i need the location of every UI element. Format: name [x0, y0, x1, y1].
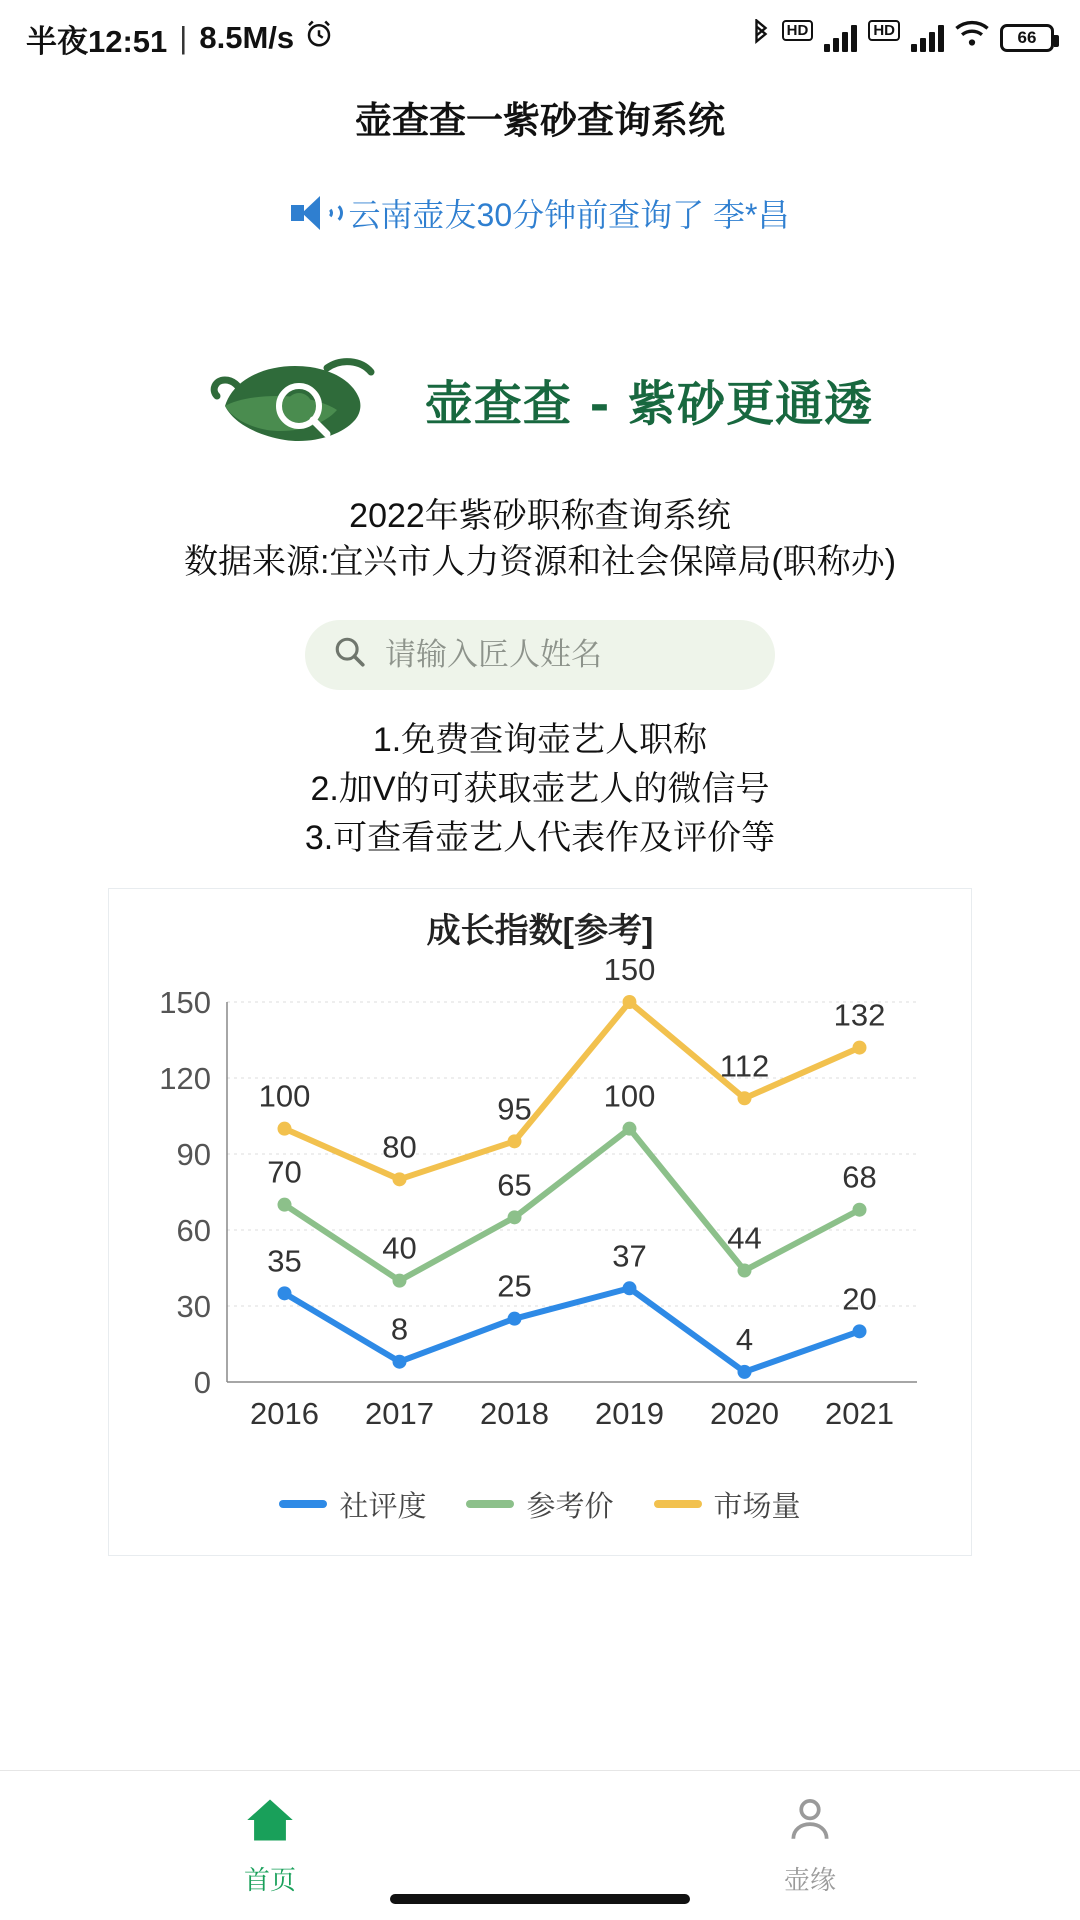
svg-text:60: 60 — [176, 1212, 211, 1248]
logo-text: 壶查查 - 紫砂更通透 — [424, 375, 874, 432]
search-icon — [333, 635, 367, 674]
svg-text:100: 100 — [258, 1078, 311, 1114]
svg-text:2019: 2019 — [595, 1395, 664, 1431]
status-time: 半夜12:51 — [26, 23, 168, 59]
svg-text:150: 150 — [159, 984, 211, 1020]
svg-text:44: 44 — [727, 1220, 762, 1256]
svg-text:70: 70 — [267, 1154, 302, 1190]
status-network-speed: 8.5M/s — [199, 20, 295, 55]
chart-svg — [109, 958, 973, 1478]
battery-indicator — [1000, 24, 1054, 52]
hd-badge-2: HD — [868, 20, 900, 41]
chart-legend-item[interactable] — [654, 1484, 801, 1525]
status-bar — [0, 0, 1080, 76]
svg-text:0: 0 — [193, 1364, 211, 1400]
search-box[interactable] — [305, 620, 775, 690]
legend-label: 参考价 — [526, 1490, 614, 1523]
teapot-logo-icon — [207, 344, 407, 454]
brand-logo — [0, 344, 1080, 454]
nav-item-friends-label: 壶缘 — [783, 1864, 836, 1895]
chart-legend-item[interactable] — [466, 1484, 613, 1525]
svg-text:68: 68 — [842, 1159, 877, 1195]
feature-item-1: 1.免费查询壶艺人职称 — [372, 720, 708, 759]
speaker-icon — [291, 196, 333, 230]
chart-plot-area — [109, 958, 971, 1478]
svg-text:8: 8 — [390, 1311, 409, 1347]
svg-text:20: 20 — [842, 1281, 877, 1317]
hd-badge-1: HD — [782, 20, 814, 41]
person-icon — [784, 1795, 836, 1852]
subtitle-line-2: 数据来源:宜兴市人力资源和社会保障局(职称办) — [183, 542, 897, 581]
signal-icon-1 — [824, 24, 857, 52]
svg-text:4: 4 — [735, 1321, 754, 1357]
chart-legend — [109, 1478, 971, 1555]
status-bar-left — [26, 16, 334, 61]
search-input[interactable] — [385, 637, 747, 673]
svg-text:80: 80 — [382, 1129, 417, 1165]
notice-banner[interactable] — [0, 190, 1080, 236]
svg-text:95: 95 — [497, 1091, 532, 1127]
svg-text:150: 150 — [603, 957, 656, 987]
feature-list — [0, 716, 1080, 864]
legend-label: 社评度 — [339, 1490, 427, 1523]
growth-index-chart — [108, 888, 972, 1556]
svg-text:35: 35 — [267, 1243, 302, 1279]
svg-text:65: 65 — [497, 1167, 532, 1203]
svg-text:25: 25 — [497, 1268, 532, 1304]
wifi-icon — [955, 20, 989, 56]
legend-label: 市场量 — [713, 1490, 801, 1523]
notice-text: 云南壶友30分钟前查询了 李*昌 — [348, 197, 790, 233]
svg-text:2021: 2021 — [825, 1395, 894, 1431]
bluetooth-icon — [751, 19, 771, 57]
svg-text:100: 100 — [603, 1078, 656, 1114]
svg-text:30: 30 — [176, 1288, 211, 1324]
chart-title: 成长指数[参考] — [426, 911, 654, 950]
status-bar-right — [751, 19, 1054, 57]
svg-text:132: 132 — [833, 997, 886, 1033]
legend-swatch — [466, 1500, 514, 1508]
nav-item-home-label: 首页 — [243, 1864, 296, 1895]
svg-text:120: 120 — [159, 1060, 211, 1096]
alarm-clock-icon — [304, 19, 334, 57]
battery-level: 66 — [1017, 28, 1037, 47]
search-area — [0, 620, 1080, 690]
svg-text:40: 40 — [382, 1230, 417, 1266]
svg-text:2020: 2020 — [710, 1395, 779, 1431]
legend-swatch — [279, 1500, 327, 1508]
svg-text:2017: 2017 — [365, 1395, 434, 1431]
home-indicator — [390, 1894, 690, 1904]
legend-swatch — [654, 1500, 702, 1508]
svg-text:90: 90 — [176, 1136, 211, 1172]
home-icon — [242, 1795, 298, 1852]
svg-text:2016: 2016 — [250, 1395, 319, 1431]
subtitle-block — [0, 494, 1080, 586]
status-separator: | — [179, 20, 188, 55]
feature-item-2: 2.加V的可获取壶艺人的微信号 — [310, 770, 770, 809]
feature-item-3: 3.可查看壶艺人代表作及评价等 — [304, 819, 776, 858]
subtitle-line-1: 2022年紫砂职称查询系统 — [349, 497, 731, 535]
svg-text:37: 37 — [612, 1237, 647, 1273]
chart-legend-item[interactable] — [279, 1484, 426, 1525]
svg-text:112: 112 — [719, 1047, 770, 1083]
svg-text:2018: 2018 — [480, 1395, 549, 1431]
page-title: 壶查查一紫砂查询系统 — [355, 100, 725, 141]
signal-icon-2 — [911, 24, 944, 52]
